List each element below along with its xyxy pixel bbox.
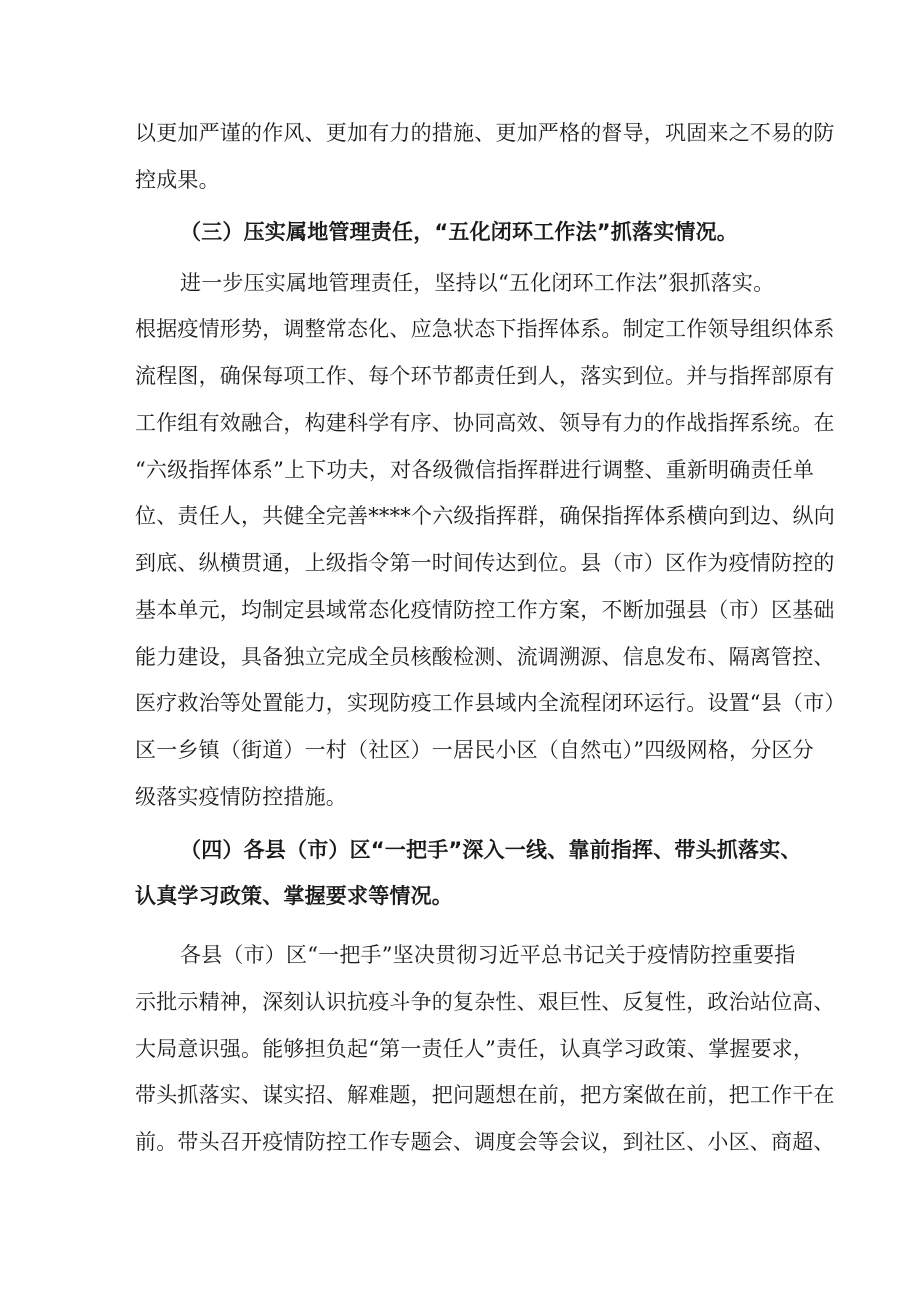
body-text-line: 前。带头召开疫情防控工作专题会、调度会等会议，到社区、小区、商超、 [135, 1130, 835, 1154]
body-text-line: 级落实疫情防控措施。 [135, 785, 347, 809]
body-text-line: 大局意识强。能够担负起“第一责任人”责任，认真学习政策、掌握要求， [135, 1037, 815, 1061]
section-heading-3: （三）压实属地管理责任，“五化闭环工作法”抓落实情况。 [180, 220, 739, 244]
body-text-line: 带头抓落实、谋实招、解难题，把问题想在前，把方案做在前，把工作干在 [135, 1083, 835, 1107]
body-text-line: 到底、纵横贯通，上级指令第一时间传达到位。县（市）区作为疫情防控的 [135, 551, 835, 575]
body-text-line: 根据疫情形势，调整常态化、应急状态下指挥体系。制定工作领导组织体系 [135, 317, 835, 341]
body-text-line: 工作组有效融合，构建科学有序、协同高效、领导有力的作战指挥系统。在 [135, 411, 835, 435]
body-text-line: “六级指挥体系”上下功夫，对各级微信指挥群进行调整、重新明确责任单 [135, 458, 815, 482]
body-text-line: 能力建设，具备独立完成全员核酸检测、流调溯源、信息发布、隔离管控、 [135, 645, 835, 669]
body-text-line: 控成果。 [135, 168, 220, 192]
body-text-line: 位、责任人，共健全完善****个六级指挥群，确保指挥体系横向到边、纵向 [135, 504, 835, 528]
body-text-line: 以更加严谨的作风、更加有力的措施、更加严格的督导，巩固来之不易的防 [135, 121, 835, 145]
body-text-line: 进一步压实属地管理责任，坚持以“五化闭环工作法”狠抓落实。 [180, 271, 775, 295]
body-text-line: 区一乡镇（街道）一村（社区）一居民小区（自然屯）”四级网格，分区分 [135, 738, 814, 762]
body-text-line: 各县（市）区“一把手”坚决贯彻习近平总书记关于疫情防控重要指 [180, 943, 796, 967]
body-text-line: 示批示精神，深刻认识抗疫斗争的复杂性、艰巨性、反复性，政治站位高、 [135, 990, 835, 1014]
body-text-line: 基本单元，均制定县域常态化疫情防控工作方案，不断加强县（市）区基础 [135, 598, 835, 622]
body-text-line: 流程图，确保每项工作、每个环节都责任到人，落实到位。并与指挥部原有 [135, 364, 835, 388]
body-text-line: 医疗救治等处置能力，实现防疫工作县域内全流程闭环运行。设置“县（市） [135, 691, 846, 715]
section-heading-4-continued: 认真学习政策、掌握要求等情况。 [135, 884, 453, 908]
section-heading-4: （四）各县（市）区“一把手”深入一线、靠前指挥、带头抓落实、 [180, 838, 802, 862]
